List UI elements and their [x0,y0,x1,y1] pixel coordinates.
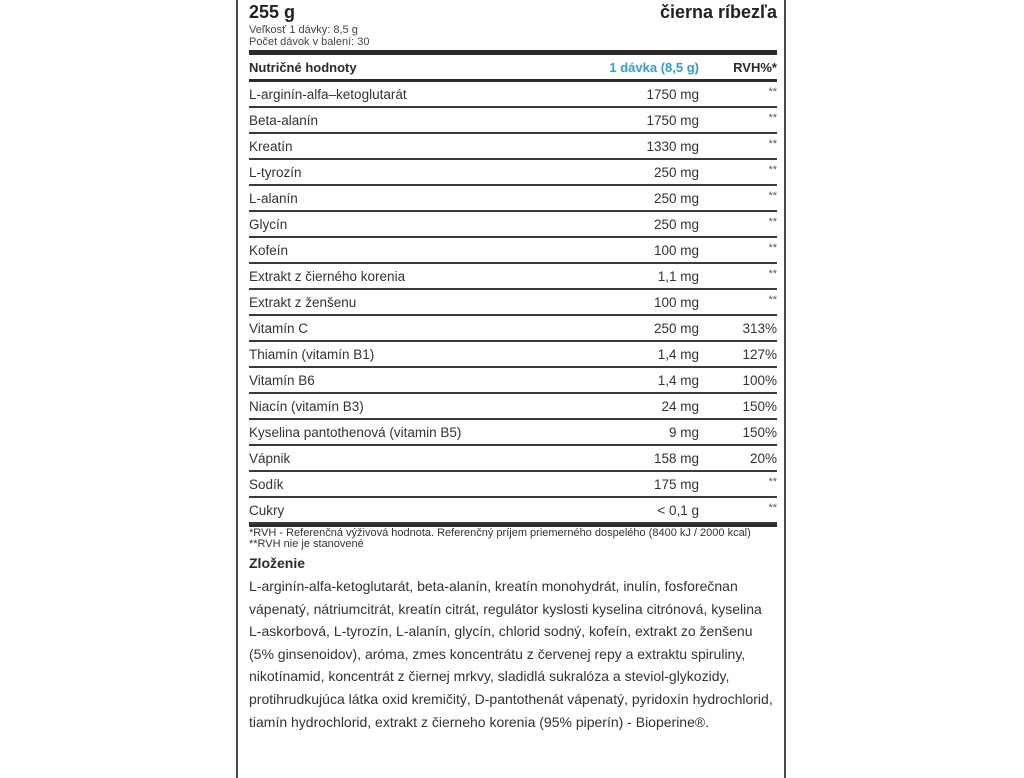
table-row [249,160,777,186]
net-weight: 255 g [249,2,296,22]
table-row [249,316,777,342]
nutrient-name: Sodík [249,477,284,492]
table-row [249,498,777,524]
label-top-row [249,0,777,24]
nutrient-name: Kreatín [249,139,293,154]
nutrition-label-content [249,0,777,733]
table-row [249,238,777,264]
composition-title: Zloženie [249,555,306,571]
nutrient-name: Vitamín C [249,321,309,336]
nutrition-label-panel [236,0,786,778]
nutrient-rvh: ** [768,242,777,254]
nutrient-name: Beta-alanín [249,113,319,128]
nutrient-rvh: ** [768,164,777,176]
nutrient-rvh: 313% [742,321,777,336]
column-header-rvh: RVH%* [733,60,777,75]
nutrient-name: L-tyrozín [249,165,302,180]
nutrient-amount: 175 mg [653,477,699,492]
nutrient-rvh: ** [768,138,777,150]
nutrient-name: Niacín (vitamín B3) [249,399,364,414]
nutrient-amount: 1,4 mg [657,373,699,388]
table-row [249,472,777,498]
nutrient-name: Extrakt z ženšenu [249,295,357,310]
nutrient-rvh: ** [768,476,777,488]
nutrient-name: L-arginín-alfa–ketoglutarát [249,87,407,102]
table-row [249,186,777,212]
nutrient-amount: 250 mg [653,191,699,206]
nutrient-rvh: 100% [742,373,777,388]
table-row [249,212,777,238]
column-header-dose: 1 dávka (8,5 g) [609,60,699,75]
nutrient-amount: 250 mg [653,321,699,336]
footnotes [249,528,777,550]
nutrient-rvh: ** [768,216,777,228]
nutrient-rvh: ** [768,112,777,124]
nutrient-name: Vitamín B6 [249,373,315,388]
nutrient-rvh: 150% [742,399,777,414]
nutrient-amount: 1,4 mg [657,347,699,362]
footnote-rvh-not-set: **RVH nie je stanovené [249,538,364,550]
nutrient-amount: 1750 mg [646,87,699,102]
nutrient-name: Cukry [249,503,285,518]
nutrient-rvh: 150% [742,425,777,440]
table-row [249,368,777,394]
nutrient-amount: 24 mg [661,399,699,414]
nutrient-amount: 250 mg [653,165,699,180]
nutrient-rvh: 20% [749,451,777,466]
nutrient-name: Glycín [249,217,288,232]
nutrient-amount: 1330 mg [646,139,699,154]
table-row [249,108,777,134]
nutrient-amount: 250 mg [653,217,699,232]
nutrient-name: L-alanín [249,191,298,206]
nutrient-amount: 1750 mg [646,113,699,128]
table-row [249,82,777,108]
nutrient-rvh: ** [768,268,777,280]
nutrient-amount: 100 mg [653,243,699,258]
nutrient-rvh: ** [768,86,777,98]
table-row [249,290,777,316]
nutrient-rvh: 127% [742,347,777,362]
nutrient-name: Vápnik [249,451,291,466]
composition-text: L-arginín-alfa-ketoglutarát, beta-alanín, kreatín monohydrát, inulín, fosforečnan vápenatý, nátriumcitrát, kreatín citrát, regulátor kyslosti kyselina citrónová, kyselina L-askorbová, L-tyrozín, L-alanín, glycín, chlorid sodný, kofeín, extrakt zo ženšenu (5% ginsenoidov), aróma, zmes koncentrátu z červenej repy a extraktu spiruliny, nikotínamid, koncentrát z čiernej mrkvy, sladidlá sukralóza a steviol-glykozidy, protihrudkujúca látka oxid kremičitý, D-pantothenát vápenatý, pyridoxín hydrochlorid, tiamín hydrochlorid, extrakt z čierneho korenia (95% piperín) - Bioperine®. [249,578,773,730]
nutrient-name: Kyselina pantothenová (vitamin B5) [249,425,462,440]
nutrient-amount: 9 mg [668,425,699,440]
nutrient-amount: 1,1 mg [657,269,699,284]
footnote-rvh-definition: *RVH - Referenčná výživová hodnota. Referenčný príjem priemerného dospelého (8400 kJ / 2000 kcal) [249,527,751,539]
table-row [249,264,777,290]
column-header-nutrients: Nutričné hodnoty [249,60,357,75]
table-row [249,446,777,472]
nutrition-table-body [249,82,777,524]
serving-size: Veľkosť 1 dávky: 8,5 g [249,24,358,36]
nutrient-name: Kofeín [249,243,289,258]
nutrient-amount: 100 mg [653,295,699,310]
table-header [249,55,777,79]
nutrient-rvh: ** [768,190,777,202]
nutrient-name: Extrakt z čierného korenia [249,269,406,284]
flavor-name: čierna ríbezľa [660,2,777,22]
table-row [249,134,777,160]
nutrient-name: Thiamín (vitamín B1) [249,347,375,362]
nutrient-rvh: ** [768,294,777,306]
nutrient-rvh: ** [768,502,777,514]
table-row [249,342,777,368]
table-row [249,394,777,420]
servings-per-pack: Počet dávok v balení: 30 [249,36,370,48]
nutrient-amount: 158 mg [653,451,699,466]
table-row [249,420,777,446]
nutrient-amount: < 0,1 g [657,503,699,518]
